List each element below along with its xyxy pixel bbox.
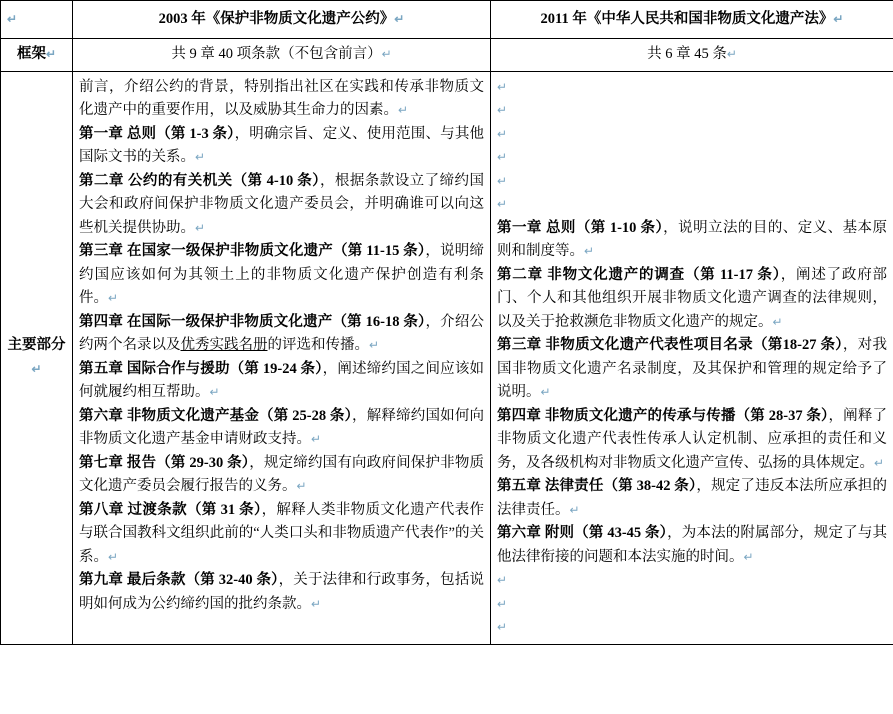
table-row-main-content [1, 71, 893, 644]
paragraph-mark-icon: ↵ [108, 291, 119, 306]
framework-col-a-text: 共 9 章 40 项条款（不包含前言） [171, 46, 382, 63]
paragraph-mark-icon: ↵ [45, 47, 57, 62]
paragraph-mark-icon: ↵ [584, 244, 595, 259]
chapter-heading: 第三章 在国家一级保护非物质文化遗产（第 11-15 条） [79, 243, 426, 260]
main-col-a-body [79, 76, 484, 616]
chapter-heading: 第二章 非物文化遗产的调查（第 11-17 条） [497, 266, 781, 283]
content-paragraph: 第七章 报告（第 29-30 条），规定缔约国有向政府间保护非物质文化遗产委员会履行报告的义务。↵ [79, 454, 485, 495]
chapter-heading: 第八章 过渡条款（第 31 条） [79, 501, 262, 518]
header-col-b-label: 2011 年《中华人民共和国非物质文化遗产法》 [540, 11, 834, 27]
content-paragraph: 第四章 非物质文化遗产的传承与传播（第 28-37 条），阐释了非物质文化遗产代表性传承人认定机制、应承担的责任和义务，及各级机构对非物质文化遗产宣传、弘扬的具体规定。↵ [497, 407, 888, 471]
paragraph-mark-icon: ↵ [497, 197, 508, 212]
row-label-text: 框架 [16, 46, 46, 63]
paragraph-mark-icon: ↵ [726, 47, 737, 62]
paragraph-mark-icon: ↵ [540, 385, 551, 400]
blank-paragraph [497, 76, 887, 99]
paragraph-mark-icon: ↵ [497, 620, 508, 635]
paragraph-mark-icon: ↵ [497, 573, 508, 588]
chapter-heading: 第四章 在国际一级保护非物质文化遗产（第 16-18 条） [79, 313, 426, 330]
blank-paragraph [497, 193, 887, 216]
paragraph-mark-icon: ↵ [31, 361, 42, 376]
chapter-heading: 第三章 非物质文化遗产代表性项目名录（第18-27 条） [497, 337, 843, 354]
paragraph-mark-icon: ↵ [743, 549, 754, 564]
header-col-a [73, 1, 491, 39]
content-paragraph: 第二章 非物文化遗产的调查（第 11-17 条），阐述了政府部门、个人和其他组织开展非物质文化遗产调查的法律规则，以及关于抢救濒危非物质文化遗产的规定。↵ [497, 266, 887, 330]
chapter-heading: 第二章 公约的有关机关（第 4-10 条） [79, 172, 320, 189]
row-label-framework [1, 39, 73, 71]
content-paragraph: 前言，介绍公约的背景，特别指出社区在实践和传承非物质文化遗产中的重要作用，以及威胁其生命力的因素。↵ [79, 78, 484, 119]
paragraph-mark-icon: ↵ [398, 103, 409, 118]
paragraph-mark-icon: ↵ [108, 549, 119, 564]
main-col-b-body [497, 76, 887, 640]
paragraph-mark-icon: ↵ [497, 596, 508, 611]
chapter-heading: 第一章 总则（第 1-3 条） [79, 125, 235, 142]
paragraph-mark-icon: ↵ [497, 126, 508, 141]
paragraph-mark-icon: ↵ [772, 314, 783, 329]
chapter-heading: 第六章 非物质文化遗产基金（第 25-28 条） [79, 407, 353, 424]
paragraph-mark-icon: ↵ [394, 12, 405, 26]
main-col-b [491, 71, 893, 644]
chapter-heading: 第七章 报告（第 29-30 条） [79, 454, 250, 471]
blank-paragraph [497, 569, 887, 592]
row-label-text: 主要部分 [7, 337, 66, 354]
chapter-heading: 第六章 附则（第 43-45 条） [497, 525, 668, 542]
blank-paragraph [497, 170, 887, 193]
content-paragraph: 第一章 总则（第 1-3 条），明确宗旨、定义、使用范围、与其他国际文书的关系。↵ [79, 125, 485, 166]
paragraph-mark-icon: ↵ [296, 479, 307, 494]
paragraph-mark-icon: ↵ [497, 79, 508, 94]
blank-paragraph [497, 593, 887, 616]
content-paragraph: 第五章 法律责任（第 38-42 条），规定了违反本法所应承担的法律责任。↵ [497, 478, 888, 518]
row-label-main [1, 71, 73, 644]
paragraph-mark-icon: ↵ [209, 385, 220, 400]
chapter-heading: 第五章 国际合作与援助（第 19-24 条） [79, 360, 323, 377]
header-corner-cell [1, 1, 73, 39]
table-row-framework [1, 39, 893, 71]
content-paragraph: 第一章 总则（第 1-10 条），说明立法的目的、定义、基本原则和制度等。↵ [497, 219, 888, 260]
paragraph-mark-icon: ↵ [497, 103, 508, 118]
paragraph-mark-icon: ↵ [369, 338, 380, 353]
content-paragraph: 第四章 在国际一级保护非物质文化遗产（第 16-18 条），介绍公约两个名录以及优秀实践名册的评选和传播。↵ [79, 313, 485, 354]
chapter-heading: 第五章 法律责任（第 38-42 条） [497, 478, 697, 495]
main-col-a [73, 71, 491, 644]
chapter-heading: 第一章 总则（第 1-10 条） [497, 219, 664, 236]
paragraph-mark-icon: ↵ [381, 47, 392, 62]
paragraph-mark-icon: ↵ [7, 12, 18, 26]
table-header-row [1, 1, 893, 39]
paragraph-mark-icon: ↵ [195, 150, 206, 165]
framework-col-a [73, 39, 491, 71]
content-paragraph: 第三章 在国家一级保护非物质文化遗产（第 11-15 条），说明缔约国应该如何为其领土上的非物质文化遗产保护创造有利条件。↵ [79, 243, 485, 307]
content-paragraph: 第六章 附则（第 43-45 条），为本法的附属部分，规定了与其他法律衔接的问题和本法实施的时间。↵ [497, 525, 888, 565]
framework-col-b [491, 39, 893, 71]
header-col-a-label: 2003 年《保护非物质文化遗产公约》 [158, 11, 395, 27]
paragraph-mark-icon: ↵ [569, 502, 580, 517]
paragraph-mark-icon: ↵ [195, 220, 206, 235]
blank-paragraph [497, 616, 887, 639]
paragraph-mark-icon: ↵ [311, 432, 322, 447]
paragraph-mark-icon: ↵ [311, 596, 322, 611]
chapter-heading: 第九章 最后条款（第 32-40 条） [79, 572, 279, 589]
framework-col-b-text: 共 6 章 45 条 [647, 46, 727, 63]
paragraph-mark-icon: ↵ [874, 455, 885, 470]
content-paragraph: 第九章 最后条款（第 32-40 条），关于法律和行政事务，包括说明如何成为公约缔约国的批约条款。↵ [79, 572, 485, 612]
blank-paragraph [497, 146, 887, 169]
header-col-b [491, 1, 893, 39]
paragraph-mark-icon: ↵ [497, 150, 508, 165]
content-paragraph: 第二章 公约的有关机关（第 4-10 条），根据条款设立了缔约国大会和政府间保护非物质文化遗产委员会，并明确谁可以向这些机关提供协助。↵ [79, 172, 485, 236]
underlined-term: 优秀实践名册 [180, 337, 268, 354]
blank-paragraph [497, 123, 887, 146]
chapter-heading: 第四章 非物质文化遗产的传承与传播（第 28-37 条） [497, 407, 829, 424]
content-paragraph: 第三章 非物质文化遗产代表性项目名录（第18-27 条），对我国非物质文化遗产名录制度，及其保护和管理的规定给予了说明。↵ [497, 337, 888, 401]
paragraph-mark-icon: ↵ [833, 12, 844, 26]
content-paragraph: 第六章 非物质文化遗产基金（第 25-28 条），解释缔约国如何向非物质文化遗产基金申请财政支持。↵ [79, 407, 485, 448]
content-paragraph: 第五章 国际合作与援助（第 19-24 条），阐述缔约国之间应该如何就履约相互帮助。↵ [79, 360, 485, 401]
content-paragraph: 第八章 过渡条款（第 31 条），解释人类非物质文化遗产代表作与联合国教科文组织此前的“人类口头和非物质遗产代表作”的关系。↵ [79, 501, 484, 565]
blank-paragraph [497, 99, 887, 122]
paragraph-mark-icon: ↵ [497, 173, 508, 188]
